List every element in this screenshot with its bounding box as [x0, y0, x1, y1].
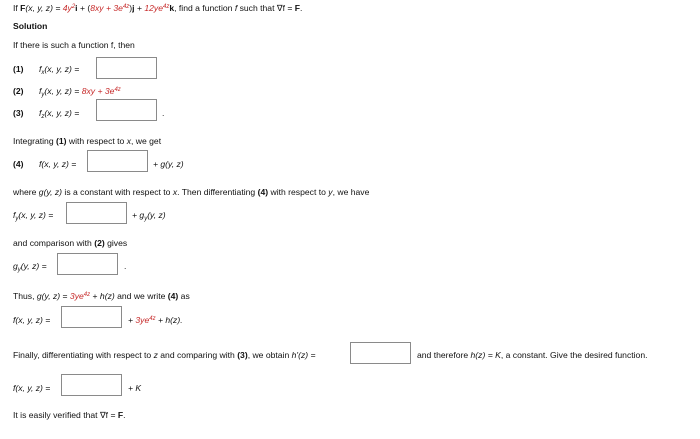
equation-2: (2) $f_y(x$, y, $z) = 8xy + 3e^{4z}$: [13, 86, 121, 98]
equation-3: (3) $f_z(x$, y, z) =: [13, 108, 80, 120]
answer-input-h-prime[interactable]: [350, 342, 411, 364]
answer-input-gy[interactable]: [57, 253, 118, 275]
answer-input-final-f[interactable]: [61, 374, 122, 396]
answer-input-f-partial[interactable]: [61, 306, 122, 328]
f-line-rhs: + $3ye^{4z} + h(z)$.: [128, 315, 183, 325]
gy-period: .: [124, 261, 127, 271]
answer-input-fx[interactable]: [96, 57, 157, 79]
verified-text: It is easily verified that ∇f = F.: [13, 410, 126, 420]
equation-1: (1) $f_x(x$, y, z) =: [13, 64, 80, 76]
where-text: where g(y, z) is a constant with respect to x. Then differentiating (4) with respect to y, we have: [13, 187, 370, 197]
answer-input-f-integral[interactable]: [87, 150, 148, 172]
answer-input-fy[interactable]: [66, 202, 127, 224]
final-rhs: + K: [128, 383, 142, 393]
eq3-period: .: [162, 108, 165, 118]
thus-text: Thus, g(y, $z) = 3ye^{4z} + h(z)$ and we write (4) as: [13, 291, 190, 301]
fy-rhs: + $g_y(y$, z): [132, 210, 166, 222]
comparison-text: and comparison with (2) gives: [13, 238, 128, 248]
finally-text: Finally, differentiating with respect to z and comparing with (3), we obtain h'(z) =: [13, 350, 316, 360]
fy-line: $f_y(x$, y, z) =: [13, 210, 54, 222]
equation-4: (4) f(x, y, z) =: [13, 159, 77, 169]
eq4-rhs: + g(y, z): [153, 159, 184, 169]
gy-line: $g_y(y$, z) =: [13, 261, 47, 273]
finally-after: and therefore h(z) = K, a constant. Give the desired function.: [417, 350, 648, 360]
problem-statement: If F(x, y, $z) = 4y^2i + (8xy + 3e^{4z})j + 12ye^{4z}k$, find a function f such that ∇f = F.: [13, 3, 303, 13]
integrating-text: Integrating (1) with respect to x, we get: [13, 136, 162, 146]
f-line: f(x, y, z) =: [13, 315, 51, 325]
solution-heading: Solution: [13, 21, 48, 31]
answer-input-fz[interactable]: [96, 99, 157, 121]
final-function-line: f(x, y, z) =: [13, 383, 51, 393]
intro-text: If there is such a function f, then: [13, 40, 135, 50]
